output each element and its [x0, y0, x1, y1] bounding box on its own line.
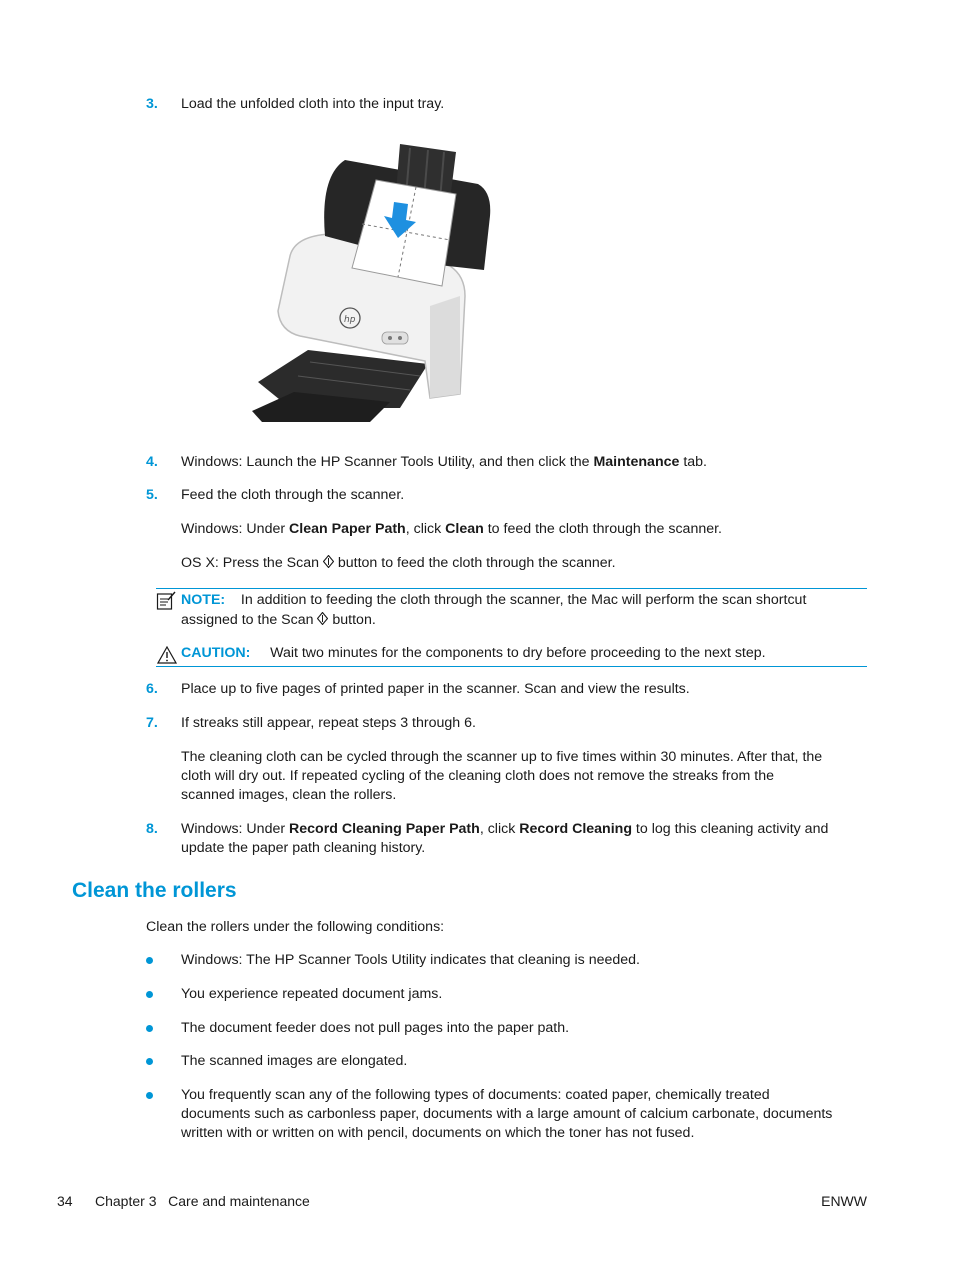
- svg-text:hp: hp: [344, 315, 356, 325]
- step-text: If streaks still appear, repeat steps 3 through 6.: [181, 715, 476, 731]
- footer-right: ENWW: [821, 1193, 867, 1209]
- section-heading: Clean the rollers: [72, 879, 237, 902]
- note-icon: [156, 591, 176, 611]
- step-number: 5.: [146, 487, 158, 503]
- list-item: You experience repeated document jams.: [181, 986, 443, 1002]
- list-item: You frequently scan any of the following types of documents: coated paper, chemically treated: [181, 1087, 770, 1103]
- scanner-illustration: [250, 136, 500, 422]
- scan-button-icon: [323, 555, 334, 568]
- bullet-icon: [146, 957, 153, 964]
- step-text: Load the unfolded cloth into the input tray.: [181, 96, 445, 112]
- bullet-icon: [146, 1092, 153, 1099]
- step-number: 3.: [146, 96, 158, 112]
- page-number: 34: [57, 1193, 73, 1209]
- step-text: Windows: Under Record Cleaning Paper Path, click Record Cleaning to log this cleaning activity and: [181, 821, 829, 837]
- list-item: The scanned images are elongated.: [181, 1053, 408, 1069]
- step-paragraph: cloth will dry out. If repeated cycling of the cleaning cloth does not remove the streaks from the: [181, 768, 775, 784]
- note-rule: [156, 588, 867, 589]
- note-text: NOTE: In addition to feeding the cloth through the scanner, the Mac will perform the scan shortcut: [181, 592, 807, 608]
- step-number: 4.: [146, 454, 158, 470]
- step-text: Windows: Launch the HP Scanner Tools Utility, and then click the Maintenance tab.: [181, 454, 707, 470]
- section-intro: Clean the rollers under the following conditions:: [146, 919, 445, 935]
- step-paragraph: OS X: Press the Scan button to feed the cloth through the scanner.: [181, 555, 616, 571]
- bullet-icon: [146, 1058, 153, 1065]
- bullet-icon: [146, 991, 153, 998]
- list-item: The document feeder does not pull pages into the paper path.: [181, 1020, 570, 1036]
- step-text: Place up to five pages of printed paper in the scanner. Scan and view the results.: [181, 681, 690, 697]
- list-item: documents such as carbonless paper, documents with a large amount of calcium carbonate, documents: [181, 1106, 833, 1122]
- note-text: assigned to the Scan button.: [181, 612, 376, 628]
- scan-button-icon: [317, 612, 328, 625]
- caution-icon: [157, 646, 177, 664]
- scanner-buttons: [382, 332, 408, 344]
- step-text: update the paper path cleaning history.: [181, 840, 426, 856]
- list-item: Windows: The HP Scanner Tools Utility indicates that cleaning is needed.: [181, 952, 640, 968]
- caution-rule: [156, 666, 867, 667]
- list-item: written with or written on with pencil, documents on which the toner has not fused.: [181, 1125, 695, 1141]
- step-paragraph: scanned images, clean the rollers.: [181, 787, 397, 803]
- caution-text: CAUTION: Wait two minutes for the components to dry before proceeding to the next step.: [181, 645, 766, 661]
- step-paragraph: Windows: Under Clean Paper Path, click Clean to feed the cloth through the scanner.: [181, 521, 722, 537]
- step-paragraph: The cleaning cloth can be cycled through the scanner up to five times within 30 minutes. After that, the: [181, 749, 823, 765]
- step-number: 6.: [146, 681, 158, 697]
- step-number: 8.: [146, 821, 158, 837]
- bullet-icon: [146, 1025, 153, 1032]
- step-text: Feed the cloth through the scanner.: [181, 487, 405, 503]
- chapter-title: Chapter 3 Care and maintenance: [95, 1193, 310, 1209]
- step-number: 7.: [146, 715, 158, 731]
